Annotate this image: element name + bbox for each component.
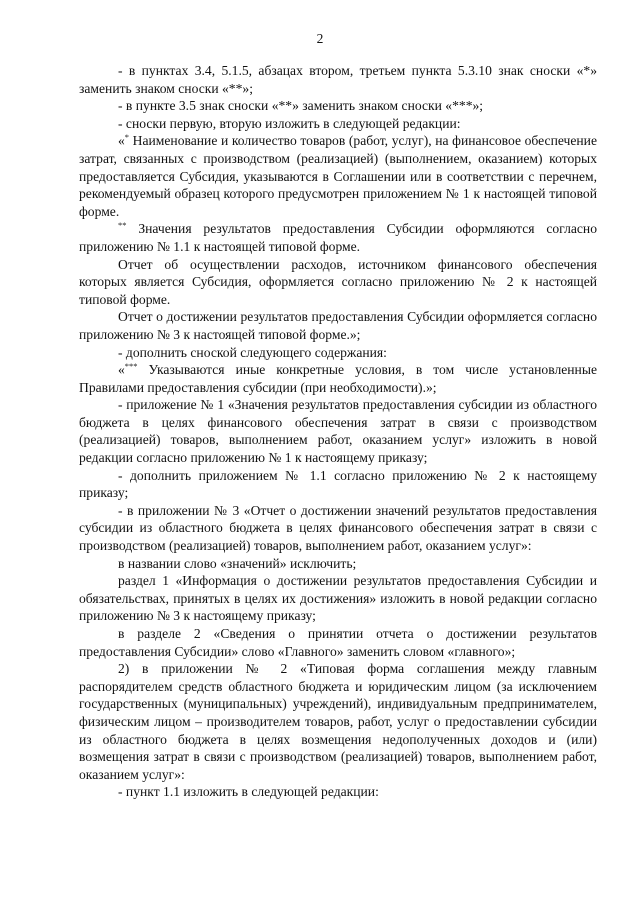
paragraph	[79, 396, 597, 466]
paragraph-text: в названии слово «значений» исключить;	[118, 555, 357, 571]
paragraph	[79, 220, 597, 255]
paragraph	[79, 344, 597, 362]
paragraph-text: - сноски первую, вторую изложить в следующей редакции:	[118, 115, 461, 131]
paragraph	[79, 132, 597, 220]
document-body	[79, 62, 597, 801]
footnote-mark: *	[124, 132, 130, 143]
paragraph-text: - в приложении № 3 «Отчет о достижении значений результатов предоставления субсидии из областного бюджета в целях финансового обеспечения затрат в связи с производством (реализацией) товаров, выполнением работ, оказанием услуг»:	[79, 502, 597, 554]
paragraph	[79, 62, 597, 97]
page-number: 2	[316, 31, 324, 46]
footnote-mark: **	[118, 220, 127, 231]
paragraph	[79, 308, 597, 343]
paragraph-text: - дополнить сноской следующего содержания:	[118, 344, 387, 360]
paragraph-text: - в пунктах 3.4, 5.1.5, абзацах втором, третьем пункта 5.3.10 знак сноски «*» заменить знаком сноски «**»;	[79, 63, 597, 96]
paragraph	[79, 555, 597, 573]
paragraph-text: - дополнить приложением № 1.1 согласно приложению № 2 к настоящему приказу;	[79, 467, 597, 501]
paragraph	[79, 256, 597, 309]
paragraph-text: раздел 1 «Информация о достижении результатов предоставления Субсидии и обязательствах, принятых в целях их достижения» изложить в новой редакции согласно приложению № 3 к настоящему приказу;	[79, 573, 597, 624]
footnote-mark: ***	[124, 361, 138, 372]
paragraph	[79, 660, 597, 783]
paragraph-text: - пункт 1.1 изложить в следующей редакции:	[118, 784, 379, 800]
quote-mark: «	[118, 362, 125, 378]
paragraph	[79, 97, 597, 115]
paragraph-text: в разделе 2 «Сведения о принятии отчета о достижении результатов предоставления Субсидии» слово «Главного» заменить словом «главного»;	[79, 626, 597, 659]
paragraph-text: - приложение № 1 «Значения результатов предоставления субсидии из областного бюджета в целях финансового обеспечения затрат в связи с производством (реализацией) товаров, выполнением работ, оказанием услуг» изложить в новой редакции согласно приложению № 1 к настоящему приказу;	[79, 397, 597, 466]
paragraph-text: Значения результатов предоставления Субсидии оформляются согласно приложению № 1.1 к настоящей типовой форме.	[79, 221, 597, 254]
paragraph	[79, 467, 597, 502]
quote-mark: «	[118, 133, 125, 149]
paragraph	[79, 625, 597, 660]
paragraph	[79, 572, 597, 625]
paragraph-text: Отчет об осуществлении расходов, источником финансового обеспечения которых является Субсидия, оформляется согласно приложению № 2 к настоящей типовой форме.	[79, 256, 597, 307]
paragraph	[79, 115, 597, 133]
paragraph-text: Отчет о достижении результатов предоставления Субсидии оформляется согласно приложению № 3 к настоящей типовой форме.»;	[79, 309, 597, 342]
paragraph-text: Наименование и количество товаров (работ, услуг), на финансовое обеспечение затрат, связанных с производством (реализацией) (выполнением, оказанием) которых предоставляется Субсидия, указываются в Соглашении или в соответствии с перечнем, рекомендуемый образец которого предусмотрен приложением № 1 к настоящей типовой форме.	[79, 133, 597, 219]
paragraph-text: 2) в приложении № 2 «Типовая форма соглашения между главным распорядителем средств областного бюджета и юридическим лицом (за исключением государственных (муниципальных) учреждений), индивидуальным предпринимателем, физическим лицом – производителем товаров, работ, услуг о предоставлении субсидии из областного бюджета в целях возмещения недополученных доходов и (или) возмещения затрат в связи с производством (реализацией) товаров, выполнением работ, оказанием услуг»:	[79, 661, 597, 782]
paragraph	[79, 361, 597, 396]
paragraph	[79, 783, 597, 801]
paragraph-text: - в пункте 3.5 знак сноски «**» заменить знаком сноски «***»;	[118, 98, 484, 114]
paragraph	[79, 502, 597, 555]
paragraph-text: Указываются иные конкретные условия, в том числе установленные Правилами предоставления субсидии (при необходимости).»;	[79, 362, 597, 395]
